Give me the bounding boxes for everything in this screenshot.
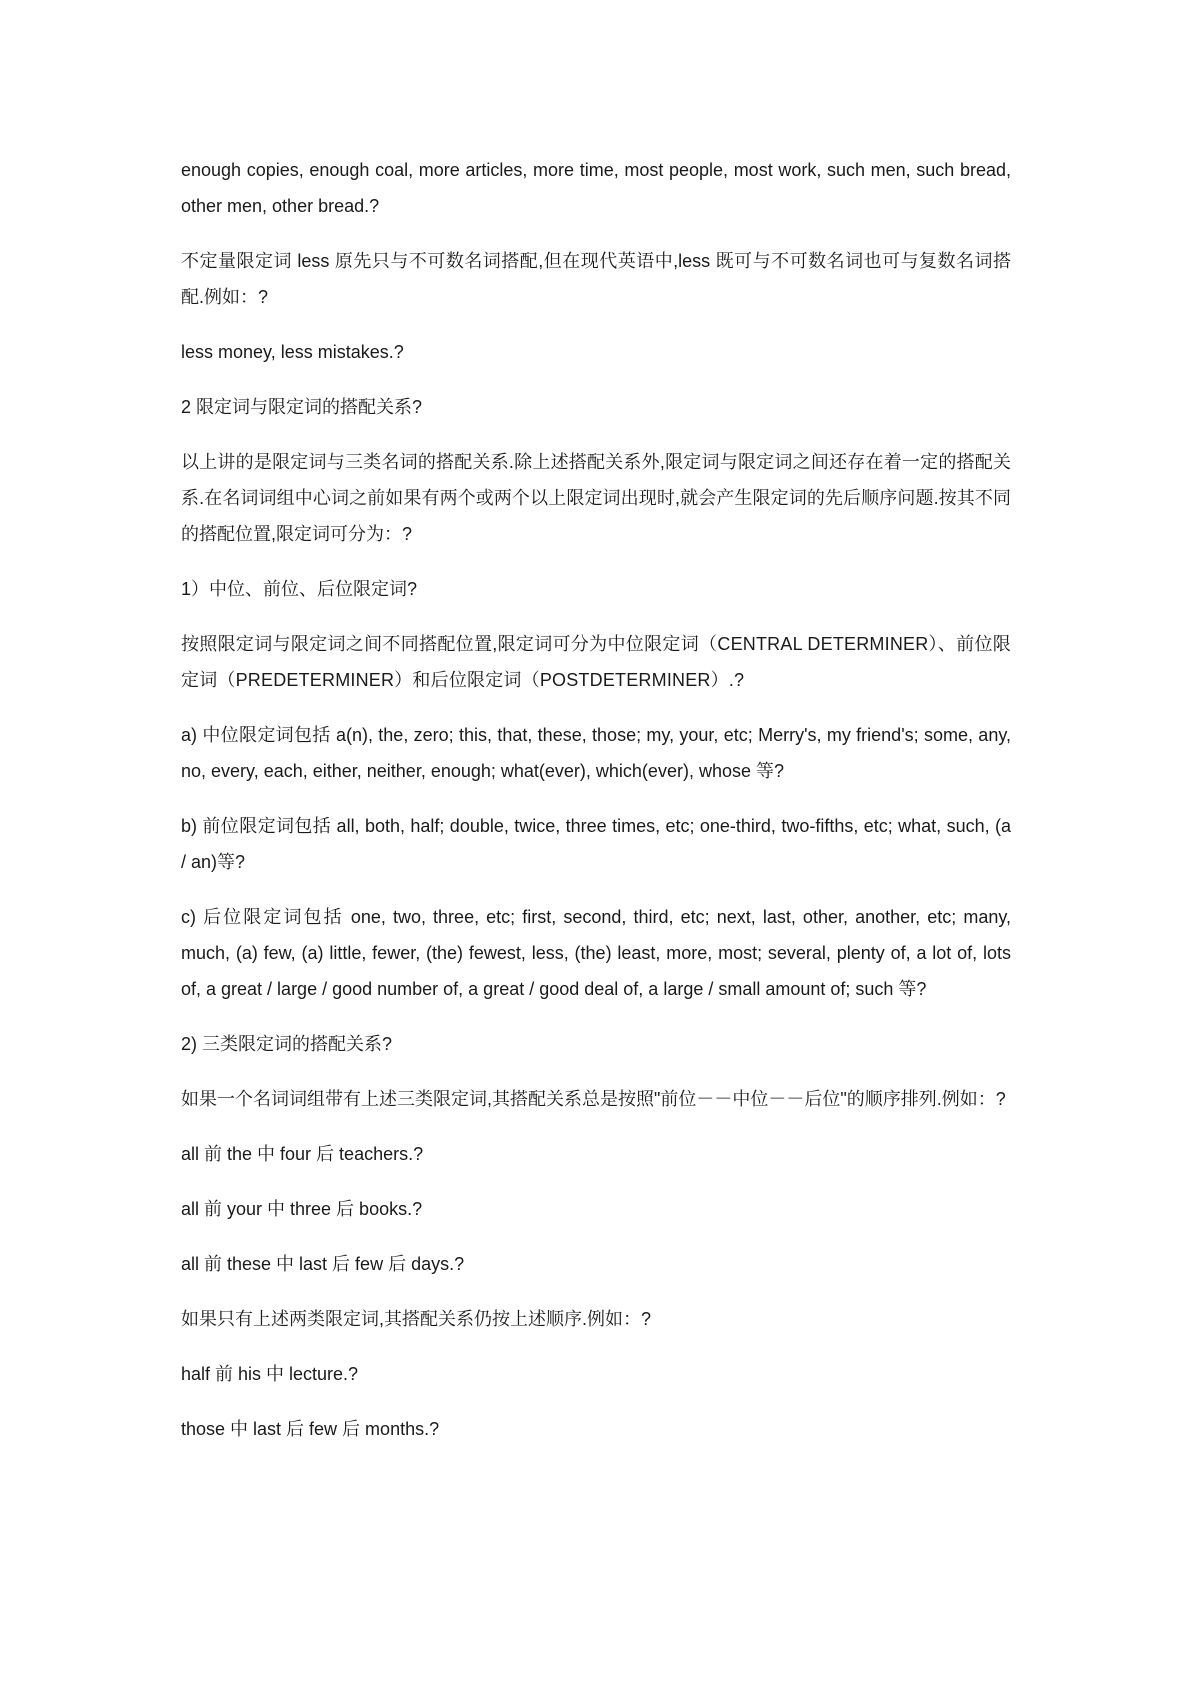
list-item-central-determiners: a) 中位限定词包括 a(n), the, zero; this, that, these, those; my, your, etc; Merry's, my friend's; some, any, no, every, each, either, neither, enough; what(ever), which(ever), whose 等? (181, 725, 1011, 781)
example-line: all 前 your 中 three 后 books.? (181, 1199, 423, 1219)
paragraph-order-rule: 如果一个名词词组带有上述三类限定词,其搭配关系总是按照"前位－－中位－－后位"的顺序排列.例如：? (181, 1089, 1006, 1109)
list-item-postdeterminers: c) 后位限定词包括 one, two, three, etc; first, second, third, etc; next, last, other, another, etc; many, much, (a) few, (a) little, fewer, (the) fewest, less, (the) least, more, most; several, plenty of, a lot of, lots of, a great / large / good number of, a great / good deal of, a large / small amount of; such 等? (181, 907, 1011, 999)
example-line: those 中 last 后 few 后 months.? (181, 1419, 440, 1439)
list-item-predeterminers: b) 前位限定词包括 all, both, half; double, twice, three times, etc; one-third, two-fifths, etc; what, such, (a / an)等? (181, 816, 1011, 872)
example-line: all 前 these 中 last 后 few 后 days.? (181, 1254, 465, 1274)
section-heading-determiner-collocation: 2 限定词与限定词的搭配关系? (181, 397, 423, 417)
example-line: all 前 the 中 four 后 teachers.? (181, 1144, 424, 1164)
paragraph-two-class-rule: 如果只有上述两类限定词,其搭配关系仍按上述顺序.例如：? (181, 1309, 652, 1329)
paragraph-determiner-classes: 按照限定词与限定词之间不同搭配位置,限定词可分为中位限定词（CENTRAL DETERMINER）、前位限定词（PREDETERMINER）和后位限定词（POSTDETERMINER）.? (181, 634, 1011, 690)
paragraph-less-usage: 不定量限定词 less 原先只与不可数名词搭配,但在现代英语中,less 既可与不可数名词也可与复数名词搭配.例如：? (181, 251, 1011, 307)
paragraph-determiner-order-intro: 以上讲的是限定词与三类名词的搭配关系.除上述搭配关系外,限定词与限定词之间还存在着一定的搭配关系.在名词词组中心词之前如果有两个或两个以上限定词出现时,就会产生限定词的先后顺序问题.按其不同的搭配位置,限定词可分为：? (181, 452, 1011, 544)
document-body (181, 152, 1011, 1466)
paragraph-examples-enough-more: enough copies, enough coal, more articles, more time, most people, most work, such men, such bread, other men, other bread.? (181, 160, 1011, 216)
subheading-three-class-collocation: 2) 三类限定词的搭配关系? (181, 1034, 393, 1054)
paragraph-less-examples: less money, less mistakes.? (181, 342, 404, 362)
example-line: half 前 his 中 lecture.? (181, 1364, 359, 1384)
subheading-central-pre-post: 1）中位、前位、后位限定词? (181, 579, 418, 599)
